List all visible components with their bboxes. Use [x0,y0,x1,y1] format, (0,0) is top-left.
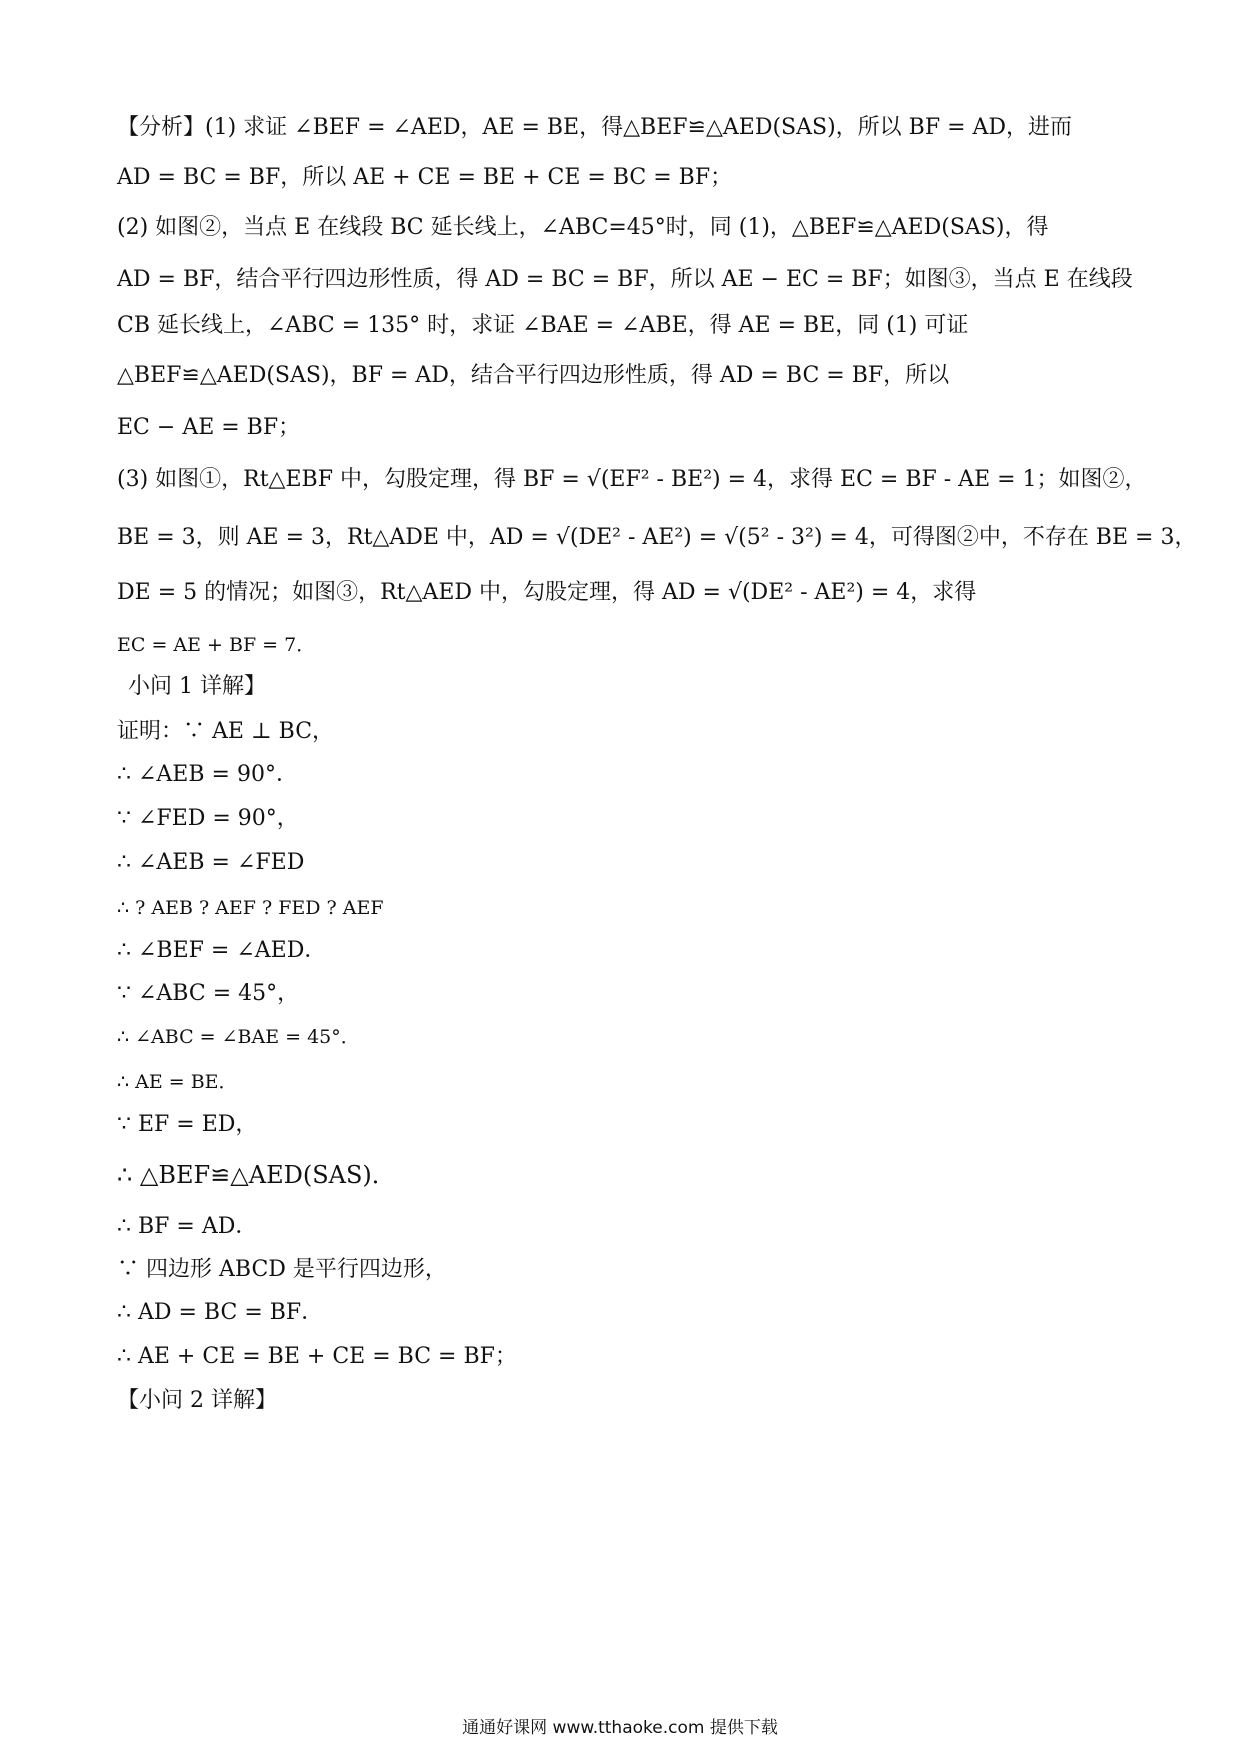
proof-line-12: ∴ BF = AD． [117,1214,258,1239]
proof-line-7: ∵ ∠ABC = 45°， [117,981,300,1006]
proof-line-9: ∴ AE = BE． [117,1071,238,1093]
proof-line-2: ∴ ∠AEB = 90°． [117,762,298,787]
proof-line-11: ∴ △BEF≌△AED(SAS)． [117,1161,396,1189]
proof-line-14: ∴ AD = BC = BF． [117,1300,324,1325]
page-footer: 通通好课网 www.tthaoke.com 提供下载 [462,1718,778,1738]
analysis-line-5: CB 延长线上，∠ABC = 135° 时，求证 ∠BAE = ∠ABE，得 AE = BE，同 (1) 可证 [117,313,969,338]
analysis-line-10: DE = 5 的情况；如图③，Rt△AED 中，勾股定理，得 AD = √(DE² - AE²) = 4，求得 [117,580,977,605]
section-heading-2: 【小问 2 详解】 [117,1388,277,1413]
proof-line-15: ∴ AE + CE = BE + CE = BC = BF； [117,1344,517,1369]
analysis-line-3: (2) 如图②，当点 E 在线段 BC 延长线上，∠ABC=45°时，同 (1)，△BEF≌△AED(SAS)，得 [117,215,1049,240]
analysis-line-6: △BEF≌△AED(SAS)，BF = AD，结合平行四边形性质，得 AD = BC = BF，所以 [117,363,950,388]
analysis-line-4: AD = BF，结合平行四边形性质，得 AD = BC = BF，所以 AE − EC = BF；如图③，当点 E 在线段 [117,267,1133,292]
analysis-line-8: (3) 如图①，Rt△EBF 中，勾股定理，得 BF = √(EF² - BE²) = 4，求得 EC = BF - AE = 1；如图②， [117,467,1147,492]
proof-line-4: ∴ ∠AEB = ∠FED [117,850,305,875]
proof-line-3: ∵ ∠FED = 90°， [117,806,299,831]
proof-line-8: ∴ ∠ABC = ∠BAE = 45°． [117,1026,360,1048]
analysis-line-2: AD = BC = BF，所以 AE + CE = BE + CE = BC = BF； [117,165,733,190]
proof-line-1: 证明：∵ AE ⊥ BC， [117,719,335,744]
proof-line-10: ∵ EF = ED， [117,1112,258,1137]
analysis-line-7: EC − AE = BF； [117,415,301,440]
section-heading-1: 小问 1 详解】 [128,674,266,699]
proof-line-5: ∴ ? AEB ? AEF ? FED ? AEF [117,897,384,919]
proof-line-6: ∴ ∠BEF = ∠AED． [117,938,327,963]
analysis-line-11: EC = AE + BF = 7． [117,634,316,656]
proof-line-13: ∵ 四边形 ABCD 是平行四边形， [117,1257,447,1282]
analysis-line-9: BE = 3，则 AE = 3，Rt△ADE 中，AD = √(DE² - AE²) = √(5² - 3²) = 4，可得图②中，不存在 BE = 3， [117,525,1197,550]
analysis-line-1: 【分析】(1) 求证 ∠BEF = ∠AED，AE = BE，得△BEF≌△AED(SAS)，所以 BF = AD，进而 [117,115,1073,140]
